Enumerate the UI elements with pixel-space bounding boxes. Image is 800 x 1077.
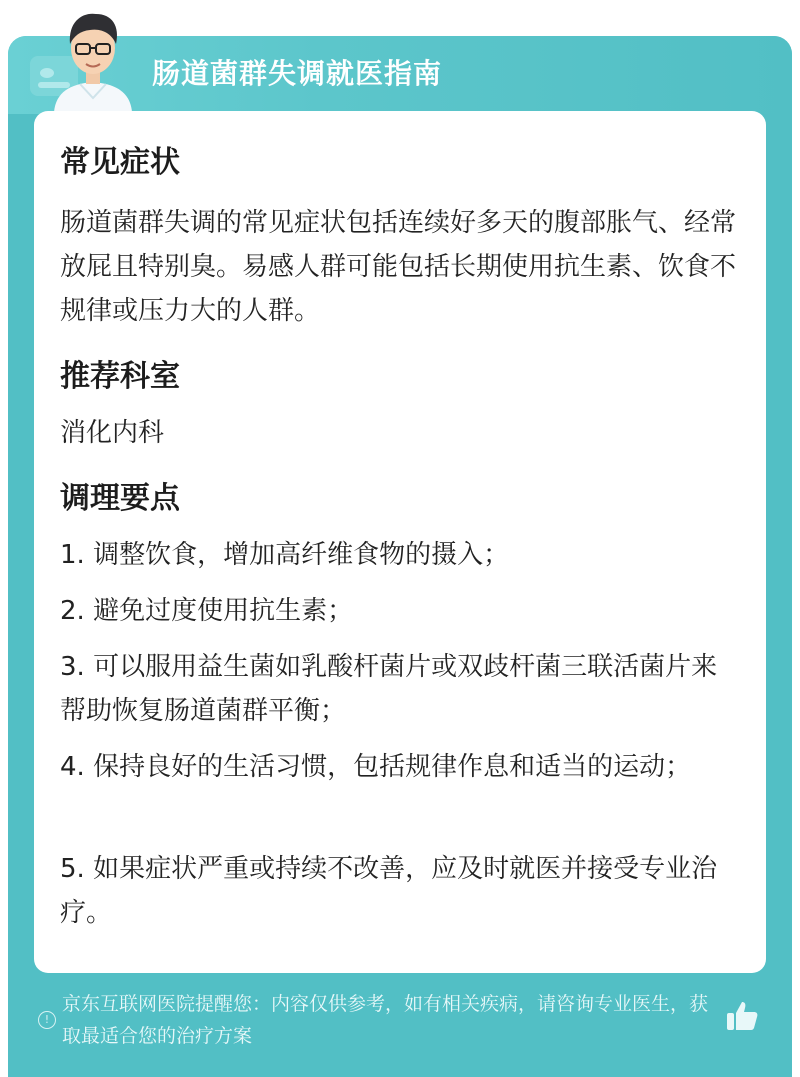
section-title-department: 推荐科室 — [60, 359, 180, 394]
doctor-avatar — [50, 6, 136, 112]
symptoms-text: 肠道菌群失调的常见症状包括连续好多天的腹部胀气、经常放屁且特别臭。易感人群可能包括长期使用抗生素、饮食不规律或压力大的人群。 — [60, 208, 737, 326]
department-text: 消化内科 — [60, 418, 165, 448]
section-title-care: 调理要点 — [60, 481, 180, 516]
care-item: 4. 保持良好的生活习惯，包括规律作息和适当的运动； — [60, 752, 692, 782]
content-card — [34, 111, 766, 973]
page-title: 肠道菌群失调就医指南 — [152, 57, 443, 90]
care-item: 1. 调整饮食，增加高纤维食物的摄入； — [60, 540, 510, 570]
care-item: 5. 如果症状严重或持续不改善，应及时就医并接受专业治疗。 — [60, 854, 718, 928]
footer-disclaimer: 京东互联网医院提醒您：内容仅供参考，如有相关疾病，请咨询专业医生，获取最适合您的治疗方案 — [62, 993, 709, 1047]
thumbs-up-icon[interactable] — [724, 998, 760, 1034]
care-item: 3. 可以服用益生菌如乳酸杆菌片或双歧杆菌三联活菌片来帮助恢复肠道菌群平衡； — [60, 652, 718, 726]
care-item: 2. 避免过度使用抗生素； — [60, 596, 354, 626]
info-icon: ! — [38, 1011, 56, 1029]
section-title-symptoms: 常见症状 — [60, 145, 180, 180]
